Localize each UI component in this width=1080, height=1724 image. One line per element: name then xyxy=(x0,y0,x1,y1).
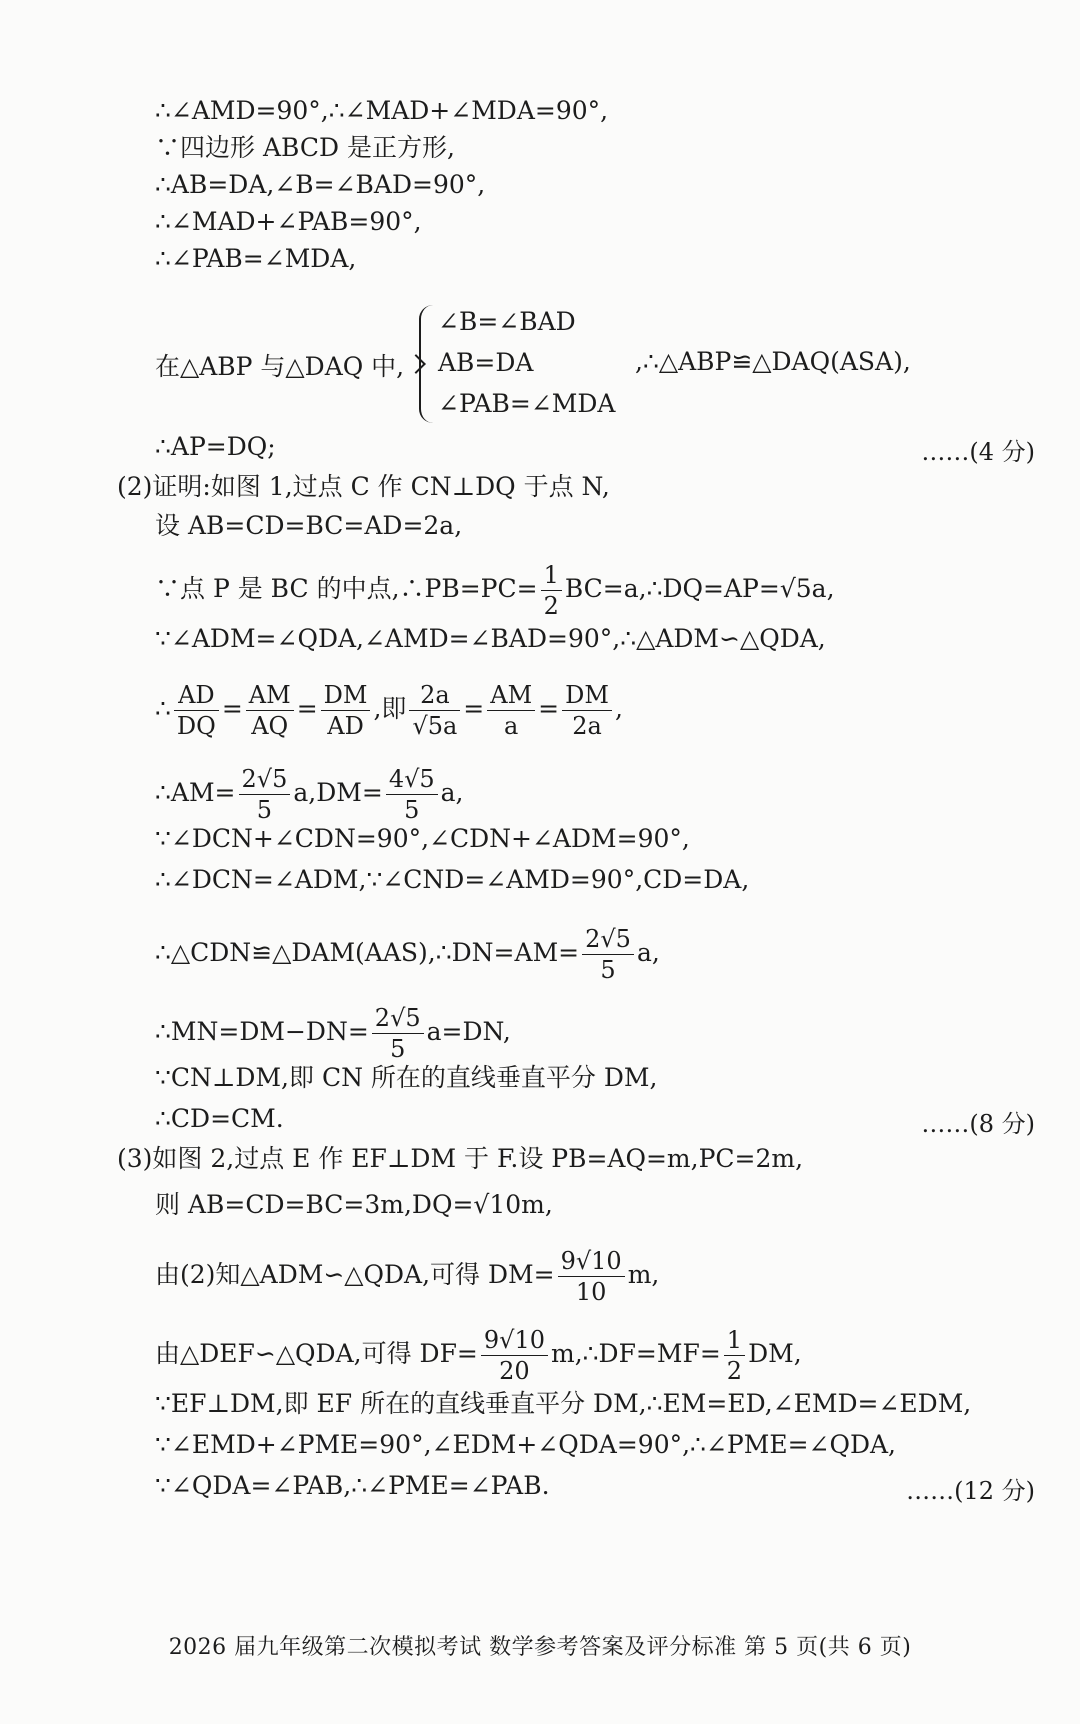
score-mark: ……(12 分) xyxy=(906,1477,1035,1505)
proof-line xyxy=(155,1246,1035,1307)
fraction-denominator: DQ xyxy=(176,712,216,740)
fraction xyxy=(246,680,294,741)
score-mark: ……(4 分) xyxy=(921,438,1035,466)
fraction-numerator: 2√5 xyxy=(372,1003,424,1034)
fraction-denominator: 5 xyxy=(390,1035,406,1063)
fraction xyxy=(541,560,562,621)
proof-line: ∵EF⊥DM,即 EF 所在的直线垂直平分 DM,∴EM=ED,∠EMD=∠EDM, xyxy=(155,1389,972,1418)
fraction xyxy=(386,764,438,825)
text-segment: m, xyxy=(627,1260,660,1289)
text-segment: , xyxy=(614,694,623,723)
fraction-denominator: 2a xyxy=(572,712,602,740)
fraction xyxy=(321,680,371,741)
fraction xyxy=(481,1325,548,1386)
proof-line: ∵∠DCN+∠CDN=90°,∠CDN+∠ADM=90°, xyxy=(155,824,690,853)
fraction-numerator: DM xyxy=(321,680,371,711)
fraction-denominator: AD xyxy=(327,712,364,740)
fraction-denominator: 5 xyxy=(404,796,420,824)
text-segment: 由△DEF∽△QDA,可得 DF= xyxy=(155,1339,478,1368)
fraction-denominator: 2 xyxy=(543,592,559,620)
fraction-numerator: 9√10 xyxy=(558,1246,625,1277)
fraction xyxy=(372,1003,424,1064)
proof-line xyxy=(155,764,1035,825)
proof-line: ∴∠MAD+∠PAB=90°, xyxy=(155,207,422,236)
fraction-numerator: 1 xyxy=(541,560,562,591)
left-brace xyxy=(419,305,437,423)
proof-line xyxy=(155,1325,1035,1386)
proof-line: ∴ $\frac{AD}{DQ}$ = $\frac{AM}{AQ}$ = $\frac{DM}{AD}$ ,即 $\frac{2a}{√5a}$ = $\frac{AM}{a}$ = $\frac{DM}{2a}$ , xyxy=(155,681,623,740)
fraction-numerator: AM xyxy=(246,680,294,711)
fraction-denominator: AQ xyxy=(251,712,289,740)
proof-line: ∴∠DCN=∠ADM,∵∠CND=∠AMD=90°,CD=DA, xyxy=(155,865,750,894)
proof-line: ∴∠PAB=∠MDA, xyxy=(155,244,357,273)
proof-line: ∴AP=DQ; xyxy=(155,432,276,461)
part-heading: (2)证明:如图 1,过点 C 作 CN⊥DQ 于点 N, xyxy=(117,472,610,501)
fraction-numerator: 2√5 xyxy=(239,764,291,795)
fraction xyxy=(487,680,535,741)
fraction-numerator: 9√10 xyxy=(481,1325,548,1356)
text-segment: ,即 xyxy=(373,694,407,723)
fraction-denominator: √5a xyxy=(412,712,458,740)
text-segment: a, xyxy=(440,778,464,807)
proof-line: ∵四边形 ABCD 是正方形, xyxy=(155,133,455,162)
proof-line: 则 AB=CD=BC=3m,DQ=√10m, xyxy=(155,1190,553,1219)
fraction xyxy=(724,1325,745,1386)
system-condition: ∠PAB=∠MDA xyxy=(438,389,616,418)
proof-line: 设 AB=CD=BC=AD=2a, xyxy=(155,511,463,540)
page-footer: 2026 届九年级第二次模拟考试 数学参考答案及评分标准 第 5 页(共 6 页) xyxy=(168,1635,912,1660)
text-segment: 由(2)知△ADM∽△QDA,可得 DM= xyxy=(155,1260,555,1289)
score-mark: ……(8 分) xyxy=(921,1110,1035,1138)
fraction xyxy=(174,680,219,741)
fraction-numerator: 4√5 xyxy=(386,764,438,795)
text-segment: BC=a,∴DQ=AP=√5a, xyxy=(564,574,835,603)
part-heading: (3)如图 2,过点 E 作 EF⊥DM 于 F.设 PB=AQ=m,PC=2m, xyxy=(117,1144,804,1173)
text-segment: DM, xyxy=(748,1339,802,1368)
fraction-numerator: AM xyxy=(487,680,535,711)
fraction xyxy=(409,680,460,741)
fraction-denominator: 20 xyxy=(499,1357,530,1385)
text-segment: ∴MN=DM−DN= xyxy=(155,1017,369,1046)
proof-line: ∵∠QDA=∠PAB,∴∠PME=∠PAB. xyxy=(155,1471,550,1500)
text-segment: m,∴DF=MF= xyxy=(550,1339,721,1368)
proof-line: ∵∠EMD+∠PME=90°,∠EDM+∠QDA=90°,∴∠PME=∠QDA, xyxy=(155,1430,897,1459)
fraction-denominator: 2 xyxy=(726,1357,743,1385)
fraction xyxy=(558,1246,625,1307)
proof-line: ∵∠ADM=∠QDA,∠AMD=∠BAD=90°,∴△ADM∽△QDA, xyxy=(155,624,826,653)
proof-line xyxy=(155,924,1035,985)
proof-line: ∴CD=CM. xyxy=(155,1104,284,1133)
fraction-denominator: 5 xyxy=(600,956,616,984)
fraction-numerator: AD xyxy=(174,680,219,711)
fraction-denominator: a xyxy=(504,712,519,740)
proof-line: ∴AB=DA,∠B=∠BAD=90°, xyxy=(155,170,486,199)
proof-line xyxy=(155,1003,1035,1064)
fraction-denominator: 10 xyxy=(575,1278,607,1306)
text-segment: ∴△CDN≌△DAM(AAS),∴DN=AM= xyxy=(155,938,580,967)
system-condition: ∠B=∠BAD xyxy=(438,307,576,336)
text-segment: a,DM= xyxy=(293,778,383,807)
text-segment: ∵点 P 是 BC 的中点,∴PB=PC= xyxy=(155,574,538,603)
fraction-numerator: 2a xyxy=(409,680,460,711)
fraction-numerator: 1 xyxy=(724,1325,745,1356)
text-segment: a, xyxy=(636,938,660,967)
fraction-numerator: DM xyxy=(562,680,612,711)
fraction-numerator: 2√5 xyxy=(582,924,634,955)
fraction-denominator: 5 xyxy=(256,796,273,824)
proof-line: ∵CN⊥DM,即 CN 所在的直线垂直平分 DM, xyxy=(155,1063,658,1092)
system-lead: 在△ABP 与△DAQ 中, xyxy=(155,352,405,381)
fraction xyxy=(239,764,291,825)
text-segment: ∴AM= xyxy=(155,778,236,807)
text-segment: ∴ xyxy=(155,694,171,723)
system-conclusion: ,∴△ABP≌△DAQ(ASA), xyxy=(635,347,911,376)
fraction xyxy=(562,680,612,741)
proof-line xyxy=(155,560,1035,621)
fraction xyxy=(582,924,634,985)
proof-line: ∴∠AMD=90°,∴∠MAD+∠MDA=90°, xyxy=(155,96,609,125)
text-segment: a=DN, xyxy=(426,1017,511,1046)
congruence-system xyxy=(155,305,1035,425)
system-condition: AB=DA xyxy=(438,348,534,377)
